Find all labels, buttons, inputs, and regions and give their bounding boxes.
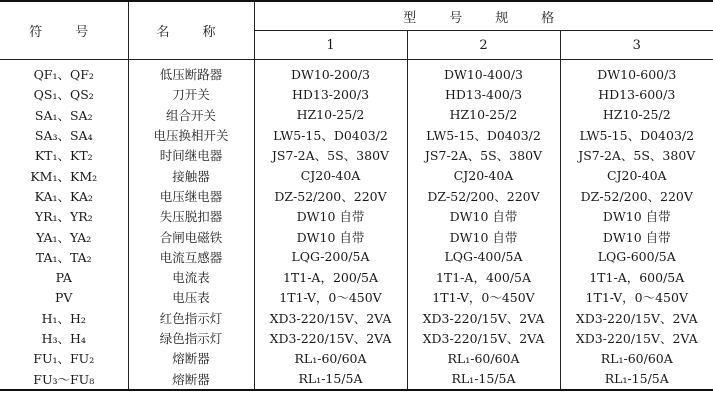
spec-col-2-header: 2 xyxy=(407,31,560,60)
spec-2-cell: XD3-220/15V、2VA xyxy=(407,328,560,348)
table-row xyxy=(0,206,713,226)
spec-3-cell: XD3-220/15V、2VA xyxy=(575,331,698,346)
header-row-top xyxy=(0,1,713,31)
symbol-cell: TA₁、TA₂ xyxy=(0,247,128,267)
spec-2-cell: HZ10-25/2 xyxy=(407,105,560,125)
spec-1-cell: RL₁-60/60A xyxy=(254,348,407,368)
spec-1-cell: JS7-2A、5S、380V xyxy=(254,145,407,165)
spec-col-3-header: 3 xyxy=(560,31,713,60)
spec-3-cell: RL₁-60/60A xyxy=(600,350,673,366)
spec-3-cell: HZ10-25/2 xyxy=(602,107,671,123)
spec-2-cell: RL₁-15/5A xyxy=(407,368,560,389)
symbol-cell: H₁、H₂ xyxy=(0,308,128,328)
table-row xyxy=(0,287,713,307)
spec-2-cell: XD3-220/15V、2VA xyxy=(407,308,560,328)
spec-2-cell: RL₁-60/60A xyxy=(407,348,560,368)
spec-3-cell: RL₁-15/5A xyxy=(560,368,713,389)
name-cell: 组合开关 xyxy=(128,105,254,125)
table-row xyxy=(0,348,713,368)
spec-1-cell: HD13-200/3 xyxy=(254,84,407,104)
spec-header: 型 号 规 格 xyxy=(254,1,713,31)
spec-1-cell: DW10-200/3 xyxy=(254,64,407,84)
symbol-cell: PV xyxy=(0,287,128,307)
spec-3-cell: HD13-600/3 xyxy=(598,86,676,102)
spec-1-cell: 1T1-A，200/5A xyxy=(254,267,407,287)
spec-3-cell: JS7-2A、5S、380V xyxy=(578,148,696,164)
name-cell: 合闸电磁铁 xyxy=(128,226,254,246)
symbol-cell: H₃、H₄ xyxy=(0,328,128,348)
spec-3-cell: LW5-15、D0403/2 xyxy=(579,128,695,144)
spec-1-cell: LQG-200/5A xyxy=(254,247,407,267)
symbol-cell: KM₁、KM₂ xyxy=(0,165,128,185)
spec-3-cell: 1T1-V，0～450V xyxy=(585,290,688,306)
table-row xyxy=(0,308,713,328)
symbol-cell: YR₁、YR₂ xyxy=(0,206,128,226)
table-row xyxy=(0,145,713,165)
spec-1-cell: HZ10-25/2 xyxy=(254,105,407,125)
symbol-cell: FU₃～FU₈ xyxy=(0,368,128,389)
name-cell: 电压表 xyxy=(128,287,254,307)
spec-1-cell: XD3-220/15V、2VA xyxy=(254,328,407,348)
name-cell: 刀开关 xyxy=(128,84,254,104)
spec-1-cell: LW5-15、D0403/2 xyxy=(254,125,407,145)
name-cell: 电流表 xyxy=(128,267,254,287)
name-cell: 熔断器 xyxy=(128,368,254,389)
spec-2-cell: LW5-15、D0403/2 xyxy=(407,125,560,145)
spec-1-cell: RL₁-15/5A xyxy=(254,368,407,389)
table-row xyxy=(0,226,713,246)
symbol-cell: KA₁、KA₂ xyxy=(0,186,128,206)
spec-2-cell: HD13-400/3 xyxy=(407,84,560,104)
spec-1-cell: 1T1-V，0～450V xyxy=(254,287,407,307)
name-header: 名 称 xyxy=(128,1,254,60)
spec-3-cell: XD3-220/15V、2VA xyxy=(575,310,698,326)
table-row xyxy=(0,125,713,145)
spec-1-cell: DZ-52/200、220V xyxy=(254,186,407,206)
spec-2-cell: LQG-400/5A xyxy=(407,247,560,267)
spec-1-cell: XD3-220/15V、2VA xyxy=(254,308,407,328)
spec-2-cell: 1T1-A，400/5A xyxy=(407,267,560,287)
spec-2-cell: DW10-400/3 xyxy=(407,64,560,84)
spec-3-cell: DW10-600/3 xyxy=(597,66,677,82)
spec-1-cell: DW10 自带 xyxy=(254,206,407,226)
spec-2-cell: DW10 自带 xyxy=(407,206,560,226)
table-body xyxy=(0,60,713,390)
symbol-cell: FU₁、FU₂ xyxy=(0,348,128,368)
symbol-cell: PA xyxy=(0,267,128,287)
table-row xyxy=(0,247,713,267)
spec-2-cell: DW10 自带 xyxy=(407,226,560,246)
name-cell: 电压换相开关 xyxy=(128,125,254,145)
spec-2-cell: JS7-2A、5S、380V xyxy=(407,145,560,165)
name-cell: 低压断路器 xyxy=(128,64,254,84)
symbol-cell: KT₁、KT₂ xyxy=(0,145,128,165)
table-row xyxy=(0,105,713,125)
name-cell: 红色指示灯 xyxy=(128,308,254,328)
symbol-header: 符 号 xyxy=(0,1,128,60)
name-cell: 绿色指示灯 xyxy=(128,328,254,348)
symbol-cell: SA₃、SA₄ xyxy=(0,125,128,145)
table-row xyxy=(0,64,713,84)
name-cell: 时间继电器 xyxy=(128,145,254,165)
table-row xyxy=(0,186,713,206)
name-cell: 失压脱扣器 xyxy=(128,206,254,226)
table-row xyxy=(0,84,713,104)
spec-1-cell: CJ20-40A xyxy=(254,165,407,185)
symbol-cell: SA₁、SA₂ xyxy=(0,105,128,125)
name-cell: 电流互感器 xyxy=(128,247,254,267)
symbol-cell: QS₁、QS₂ xyxy=(0,84,128,104)
name-cell: 电压继电器 xyxy=(128,186,254,206)
spec-3-cell: DZ-52/200、220V xyxy=(580,188,693,204)
table-row xyxy=(0,267,713,287)
name-cell: 熔断器 xyxy=(128,348,254,368)
name-cell: 接触器 xyxy=(128,165,254,185)
table-row xyxy=(0,368,713,389)
spec-3-cell: LQG-600/5A xyxy=(597,249,676,265)
spec-2-cell: DZ-52/200、220V xyxy=(407,186,560,206)
spec-1-cell: DW10 自带 xyxy=(254,226,407,246)
spec-3-cell: DW10 自带 xyxy=(602,229,671,245)
spec-3-cell: CJ20-40A xyxy=(606,168,667,184)
spec-3-cell: DW10 自带 xyxy=(602,209,671,225)
table-row xyxy=(0,328,713,348)
symbol-cell: YA₁、YA₂ xyxy=(0,226,128,246)
symbol-cell: QF₁、QF₂ xyxy=(0,64,128,84)
spec-2-cell: CJ20-40A xyxy=(407,165,560,185)
spec-3-cell: 1T1-A，600/5A xyxy=(589,270,685,286)
spec-2-cell: 1T1-V，0～450V xyxy=(407,287,560,307)
spec-col-1-header: 1 xyxy=(254,31,407,60)
table-row xyxy=(0,165,713,185)
